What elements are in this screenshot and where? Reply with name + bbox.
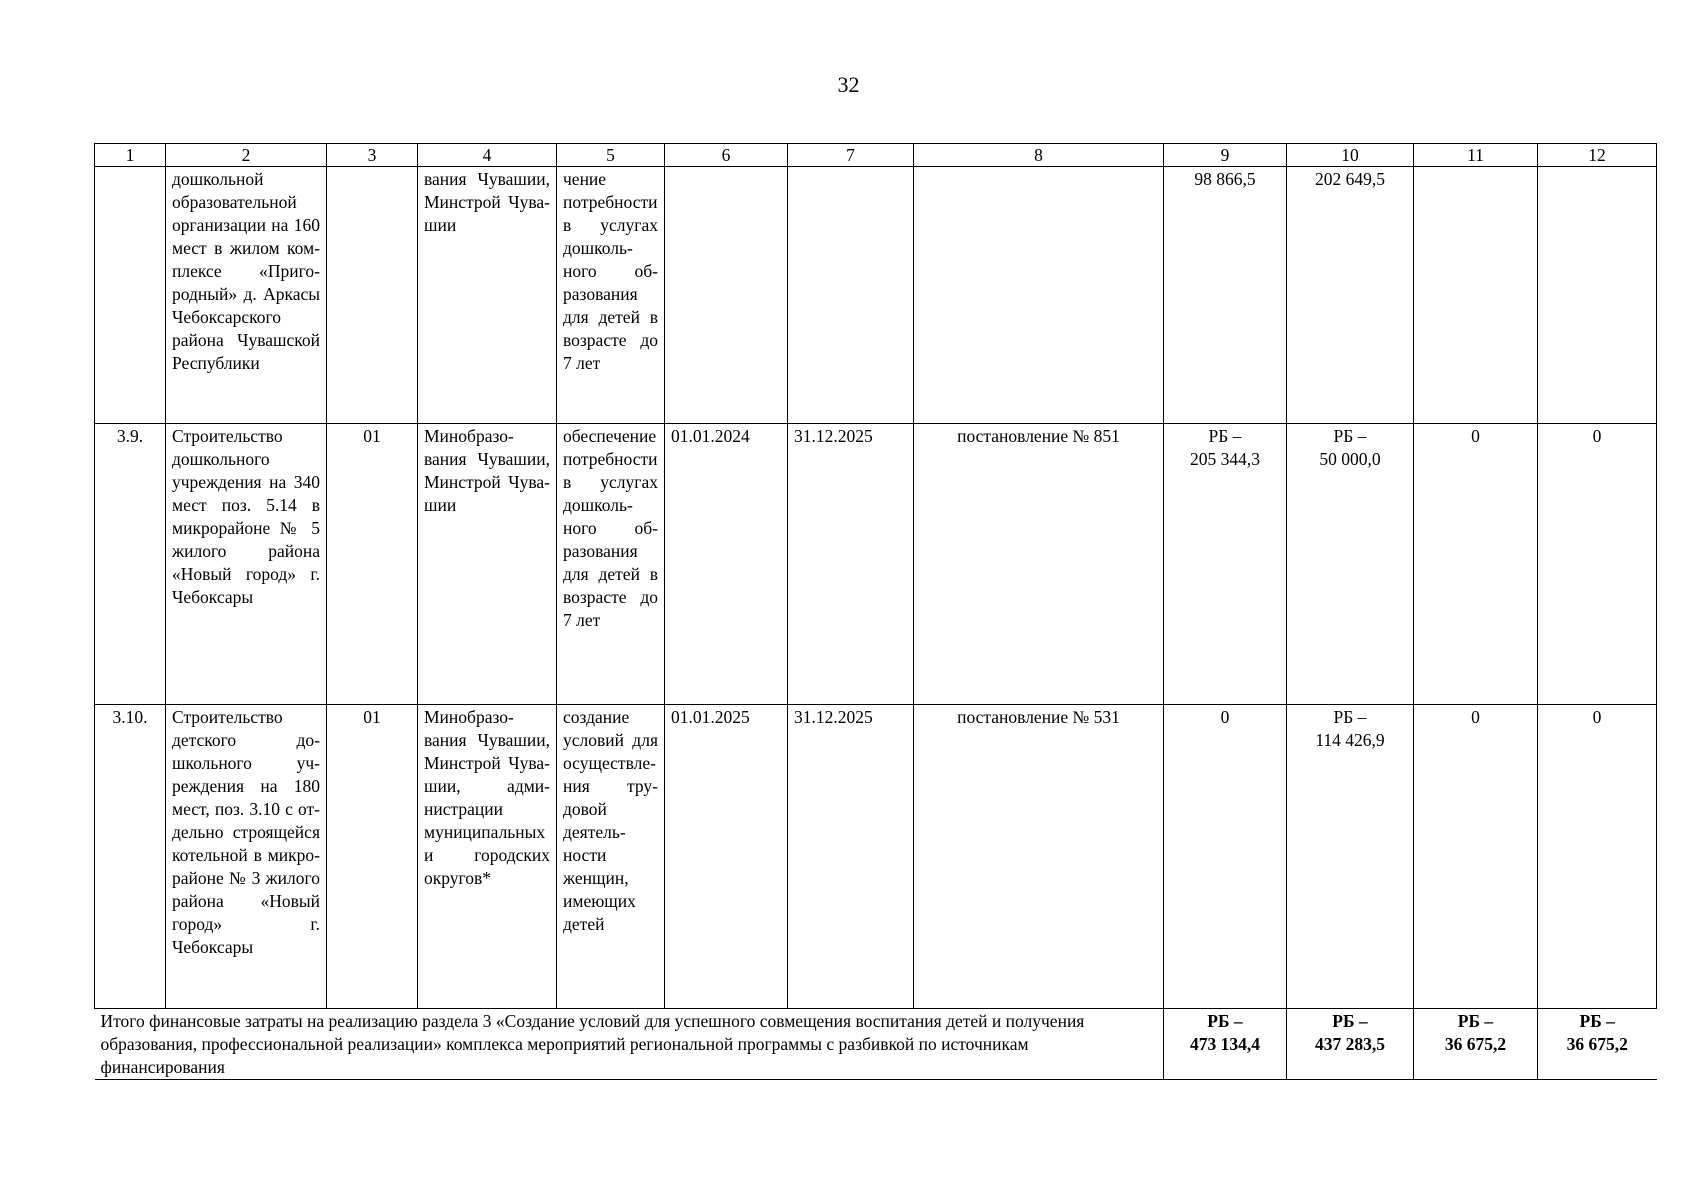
result-cell: обеспечение потребности в услугах дошкольного образования для детей в возрасте до 7 лет — [557, 424, 665, 705]
row-number — [95, 167, 166, 424]
page-number: 32 — [837, 72, 860, 97]
column-header: 7 — [788, 144, 914, 167]
amount-col-9: 0 — [1164, 705, 1287, 1009]
table-row — [95, 424, 1657, 705]
result-cell: чение потребности в услугах дошкольного образования для детей в возрасте до 7 лет — [557, 167, 665, 424]
total-description: Итого финансовые затраты на реализацию раздела 3 «Создание условий для успешного совмещения воспитания детей и получения образования, профессиональной реализации» комплекса мероприятий региональной программы с разбивкой по источникам финансирования — [95, 1009, 1164, 1080]
code-cell: 01 — [327, 705, 418, 1009]
end-date: 31.12.2025 — [788, 705, 914, 1009]
amount-col-11: 0 — [1414, 424, 1538, 705]
document-cell — [914, 167, 1164, 424]
executor-cell: Минобразования Чувашии, Минстрой Чувашии — [418, 424, 557, 705]
column-header: 11 — [1414, 144, 1538, 167]
column-header: 1 — [95, 144, 166, 167]
measure-name: дошкольной образовательной организации на 160 мест в жилом комплексе «Пригородный» д. Аркасы Чебоксарского района Чувашской Республики — [166, 167, 327, 424]
executor-cell: вания Чувашии, Минстрой Чувашии — [418, 167, 557, 424]
total-row — [95, 1009, 1657, 1080]
total-col-11: РБ – 36 675,2 — [1414, 1009, 1538, 1080]
amount-col-12: 0 — [1538, 424, 1657, 705]
column-header: 12 — [1538, 144, 1657, 167]
column-header: 10 — [1287, 144, 1414, 167]
amount-col-10: РБ – 114 426,9 — [1287, 705, 1414, 1009]
column-header: 5 — [557, 144, 665, 167]
amount-col-12 — [1538, 167, 1657, 424]
executor-cell: Минобразования Чувашии, Минстрой Чувашии, администрации муниципальных и городских округов* — [418, 705, 557, 1009]
amount-col-9: РБ – 205 344,3 — [1164, 424, 1287, 705]
result-cell: создание условий для осуществления трудовой деятельности женщин, имеющих детей — [557, 705, 665, 1009]
column-header: 3 — [327, 144, 418, 167]
start-date: 01.01.2025 — [665, 705, 788, 1009]
row-number: 3.9. — [95, 424, 166, 705]
document-cell: постановление № 851 — [914, 424, 1164, 705]
table-row — [95, 167, 1657, 424]
column-header: 8 — [914, 144, 1164, 167]
amount-col-12: 0 — [1538, 705, 1657, 1009]
column-header: 6 — [665, 144, 788, 167]
amount-col-10: 202 649,5 — [1287, 167, 1414, 424]
measure-name: Строительство дошкольного учреждения на 340 мест поз. 5.14 в микрорайоне № 5 жилого района «Новый город» г. Чебоксары — [166, 424, 327, 705]
amount-col-10: РБ – 50 000,0 — [1287, 424, 1414, 705]
amount-col-11 — [1414, 167, 1538, 424]
column-header: 9 — [1164, 144, 1287, 167]
start-date — [665, 167, 788, 424]
row-number: 3.10. — [95, 705, 166, 1009]
column-header: 4 — [418, 144, 557, 167]
measure-name: Строительство детского дошкольного учреждения на 180 мест, поз. 3.10 с отдельно строящейся котельной в микрорайоне № 3 жилого района «Новый город» г. Чебоксары — [166, 705, 327, 1009]
code-cell — [327, 167, 418, 424]
column-header: 2 — [166, 144, 327, 167]
amount-col-9: 98 866,5 — [1164, 167, 1287, 424]
amount-col-11: 0 — [1414, 705, 1538, 1009]
start-date: 01.01.2024 — [665, 424, 788, 705]
total-col-9: РБ – 473 134,4 — [1164, 1009, 1287, 1080]
total-col-12: РБ – 36 675,2 — [1538, 1009, 1657, 1080]
column-number-row — [95, 144, 1657, 167]
document-cell: постановление № 531 — [914, 705, 1164, 1009]
code-cell: 01 — [327, 424, 418, 705]
table-row — [95, 705, 1657, 1009]
total-col-10: РБ – 437 283,5 — [1287, 1009, 1414, 1080]
financing-table — [94, 143, 1657, 1080]
end-date: 31.12.2025 — [788, 424, 914, 705]
end-date — [788, 167, 914, 424]
